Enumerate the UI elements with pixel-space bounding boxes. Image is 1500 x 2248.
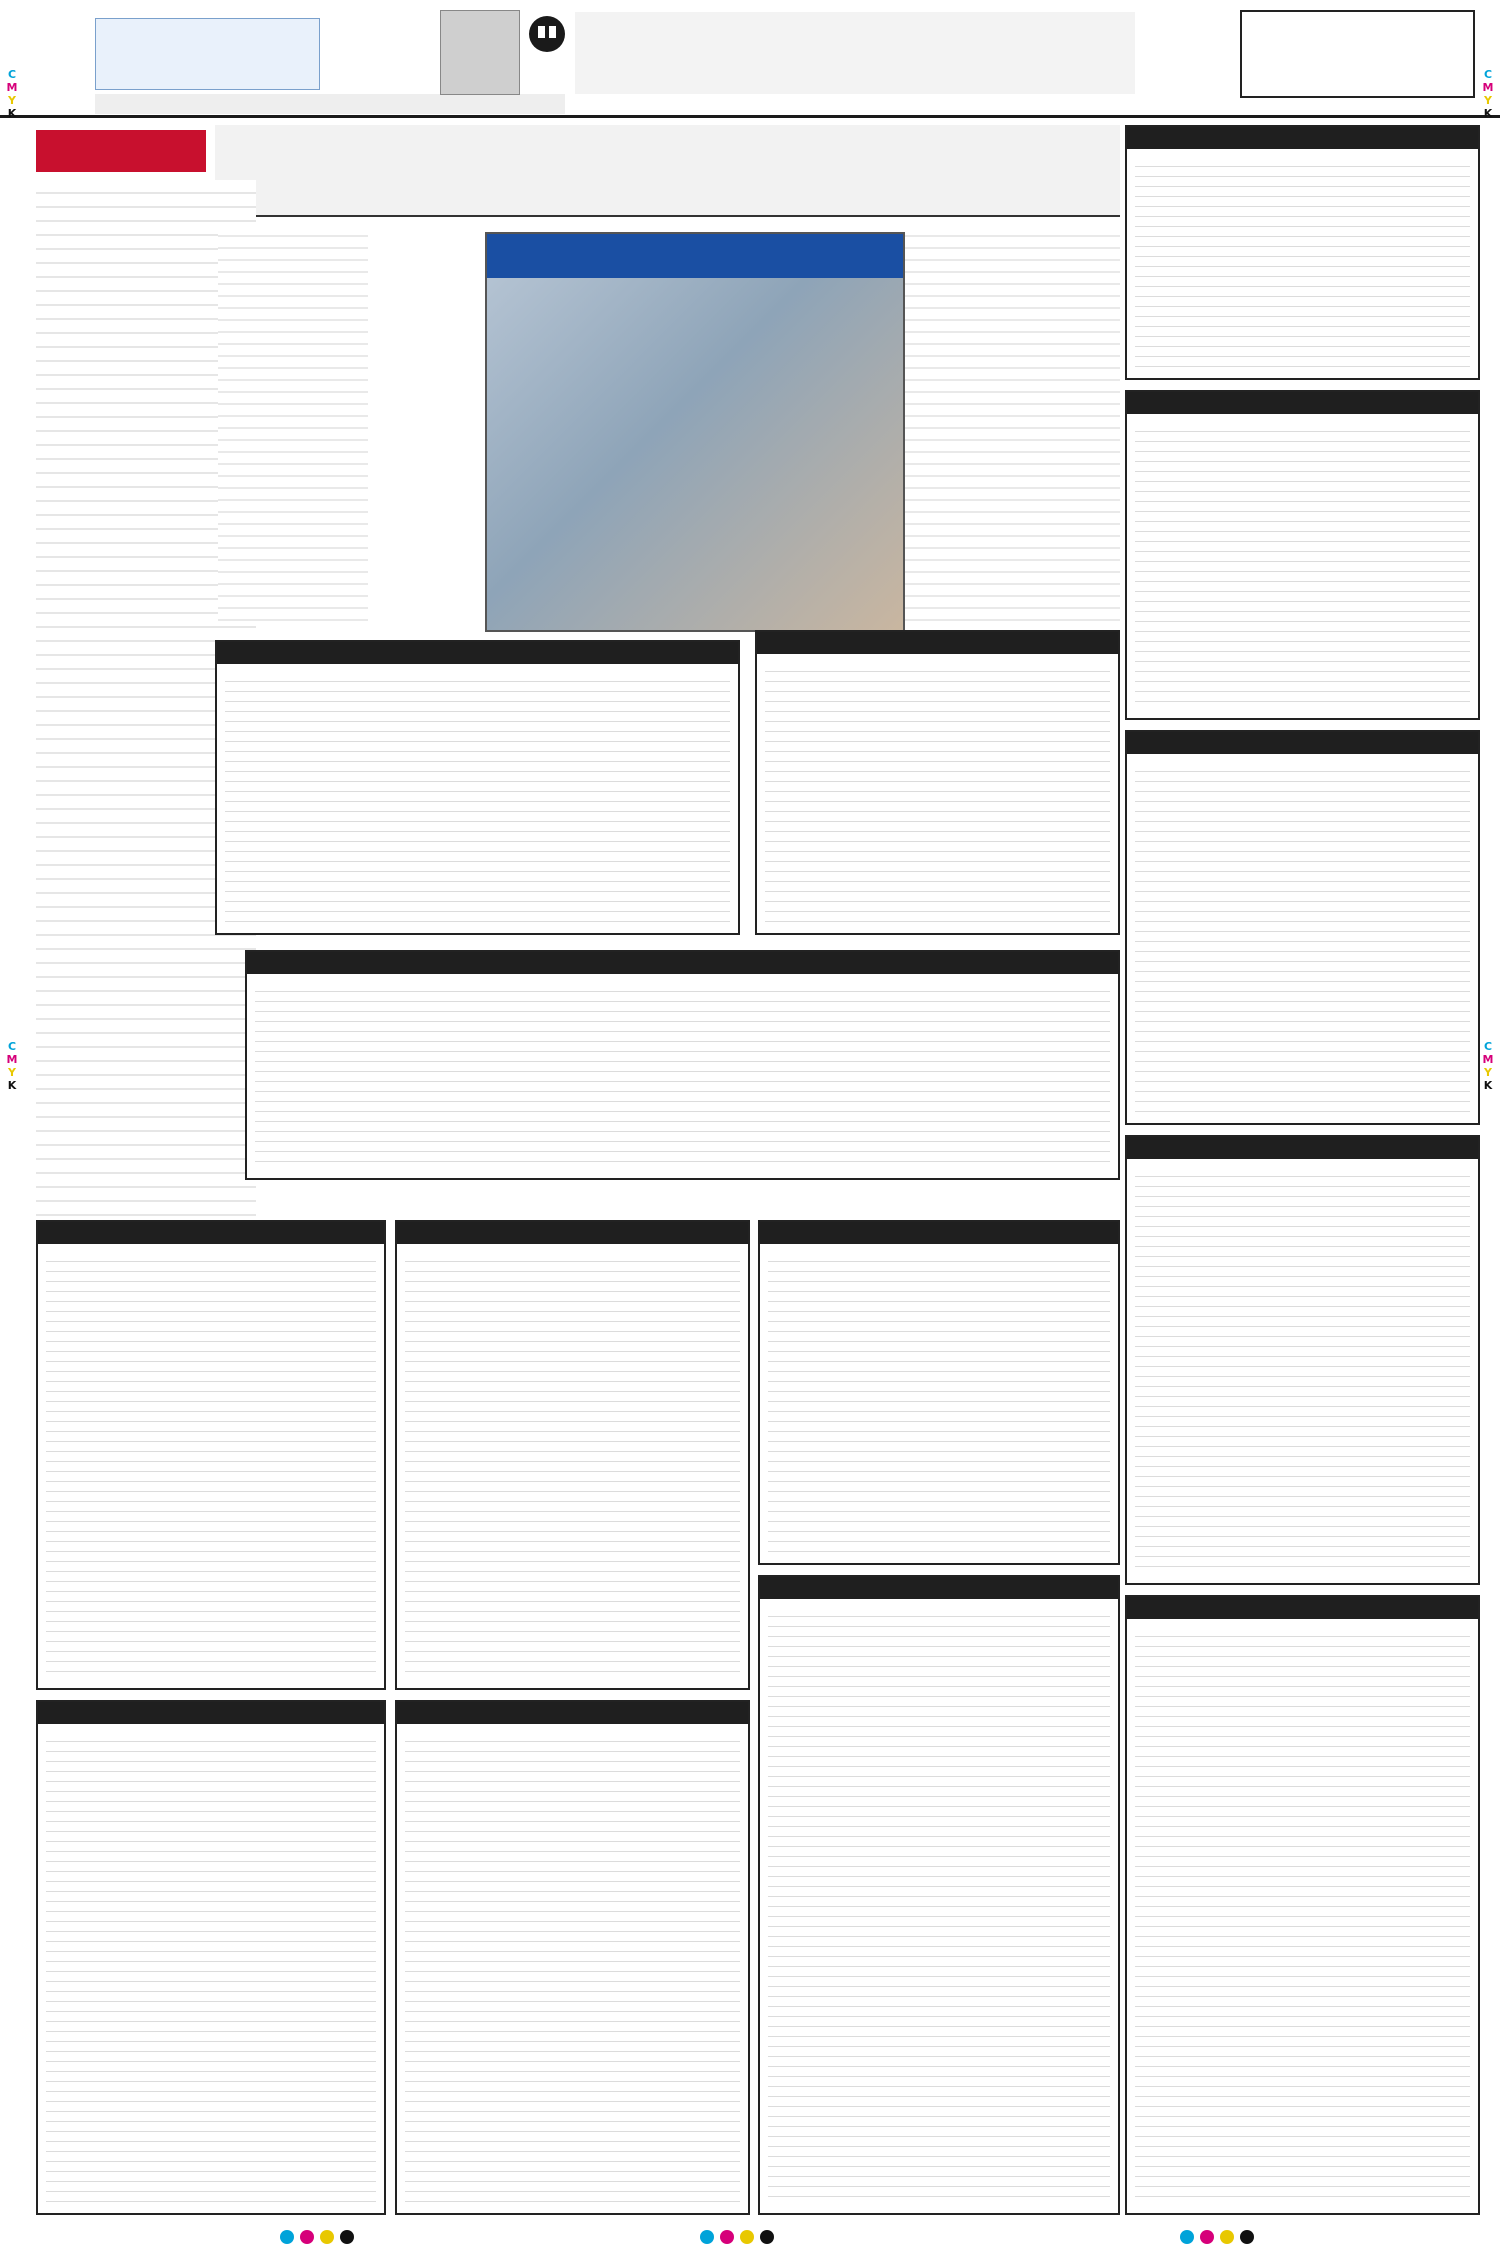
masthead-quote bbox=[575, 12, 1135, 94]
notice-procurement-rayagada bbox=[1125, 730, 1480, 1125]
reg-mark-m: M bbox=[6, 1053, 18, 1066]
lead-story-column-right bbox=[905, 225, 1120, 625]
reg-mark-m: M bbox=[6, 81, 18, 94]
reg-mark-k: K bbox=[7, 1079, 17, 1092]
notice-tender-cancellation bbox=[1125, 390, 1480, 720]
notice-tahasil bbox=[1125, 125, 1480, 380]
registration-dot bbox=[340, 2230, 354, 2244]
notice-heading bbox=[217, 642, 738, 664]
newspaper-logo bbox=[95, 18, 320, 90]
color-registration-strip bbox=[0, 2226, 1500, 2248]
notice-heading bbox=[1127, 732, 1478, 754]
photo-banner bbox=[487, 234, 903, 278]
notice-heading bbox=[247, 952, 1118, 974]
quote-mark-icon bbox=[528, 14, 566, 54]
reg-mark-k: K bbox=[1483, 1079, 1493, 1092]
registration-dot bbox=[700, 2230, 714, 2244]
reg-mark-c: C bbox=[7, 68, 17, 81]
notice-heading bbox=[1127, 127, 1478, 149]
reg-mark-m: M bbox=[1482, 1053, 1494, 1066]
notice-collector-kandhamal bbox=[395, 1220, 750, 1690]
notice-jagatsinghpur bbox=[36, 1700, 386, 2215]
notice-minor-irrigation-anandapur bbox=[395, 1700, 750, 2215]
notice-heading bbox=[1127, 1597, 1478, 1619]
reg-mark-y: Y bbox=[8, 1066, 16, 1079]
registration-dot bbox=[740, 2230, 754, 2244]
notice-water-resources bbox=[245, 950, 1120, 1180]
notice-heading bbox=[1127, 392, 1478, 414]
registration-marks-mid-left bbox=[6, 1040, 18, 1092]
reg-mark-c: C bbox=[1483, 68, 1493, 81]
registration-dot bbox=[1240, 2230, 1254, 2244]
registration-dot bbox=[320, 2230, 334, 2244]
section-page-tag bbox=[1240, 10, 1475, 98]
notice-heading bbox=[760, 1222, 1118, 1244]
notice-eprocurement-bhanjanagar bbox=[36, 1220, 386, 1690]
reg-mark-c: C bbox=[7, 1040, 17, 1053]
registration-marks-top-left bbox=[6, 68, 18, 120]
registration-marks-mid-right bbox=[1482, 1040, 1494, 1092]
reg-mark-m: M bbox=[1482, 81, 1494, 94]
notice-heading bbox=[397, 1222, 748, 1244]
lead-headline bbox=[215, 125, 1120, 217]
reg-mark-k: K bbox=[7, 107, 17, 120]
notice-heading bbox=[757, 632, 1118, 654]
reg-mark-y: Y bbox=[8, 94, 16, 107]
registration-dot bbox=[1220, 2230, 1234, 2244]
registration-dot bbox=[760, 2230, 774, 2244]
notice-heading bbox=[397, 1702, 748, 1724]
notice-advertisement bbox=[215, 640, 740, 935]
lead-photo bbox=[485, 232, 905, 632]
reg-mark-y: Y bbox=[1484, 1066, 1492, 1079]
notice-heading bbox=[760, 1577, 1118, 1599]
notice-minor-irrigation-balangir bbox=[758, 1575, 1120, 2215]
reg-mark-c: C bbox=[1483, 1040, 1493, 1053]
registration-dot bbox=[300, 2230, 314, 2244]
notice-municipal-rairangpur bbox=[1125, 1595, 1480, 2215]
quote-portrait bbox=[440, 10, 520, 95]
notice-rwss bbox=[755, 630, 1120, 935]
brief-label bbox=[36, 130, 206, 172]
registration-dot bbox=[1180, 2230, 1194, 2244]
registration-dot bbox=[720, 2230, 734, 2244]
registration-marks-top-right bbox=[1482, 68, 1494, 120]
lead-story-column bbox=[218, 225, 368, 625]
notice-heading bbox=[1127, 1137, 1478, 1159]
notice-works-department bbox=[1125, 1135, 1480, 1585]
masthead bbox=[0, 0, 1500, 118]
reg-mark-k: K bbox=[1483, 107, 1493, 120]
registration-dot bbox=[280, 2230, 294, 2244]
reg-mark-y: Y bbox=[1484, 94, 1492, 107]
registration-dot bbox=[1200, 2230, 1214, 2244]
notice-tourism bbox=[758, 1220, 1120, 1565]
notice-heading bbox=[38, 1702, 384, 1724]
dateline bbox=[95, 94, 565, 114]
notice-heading bbox=[38, 1222, 384, 1244]
